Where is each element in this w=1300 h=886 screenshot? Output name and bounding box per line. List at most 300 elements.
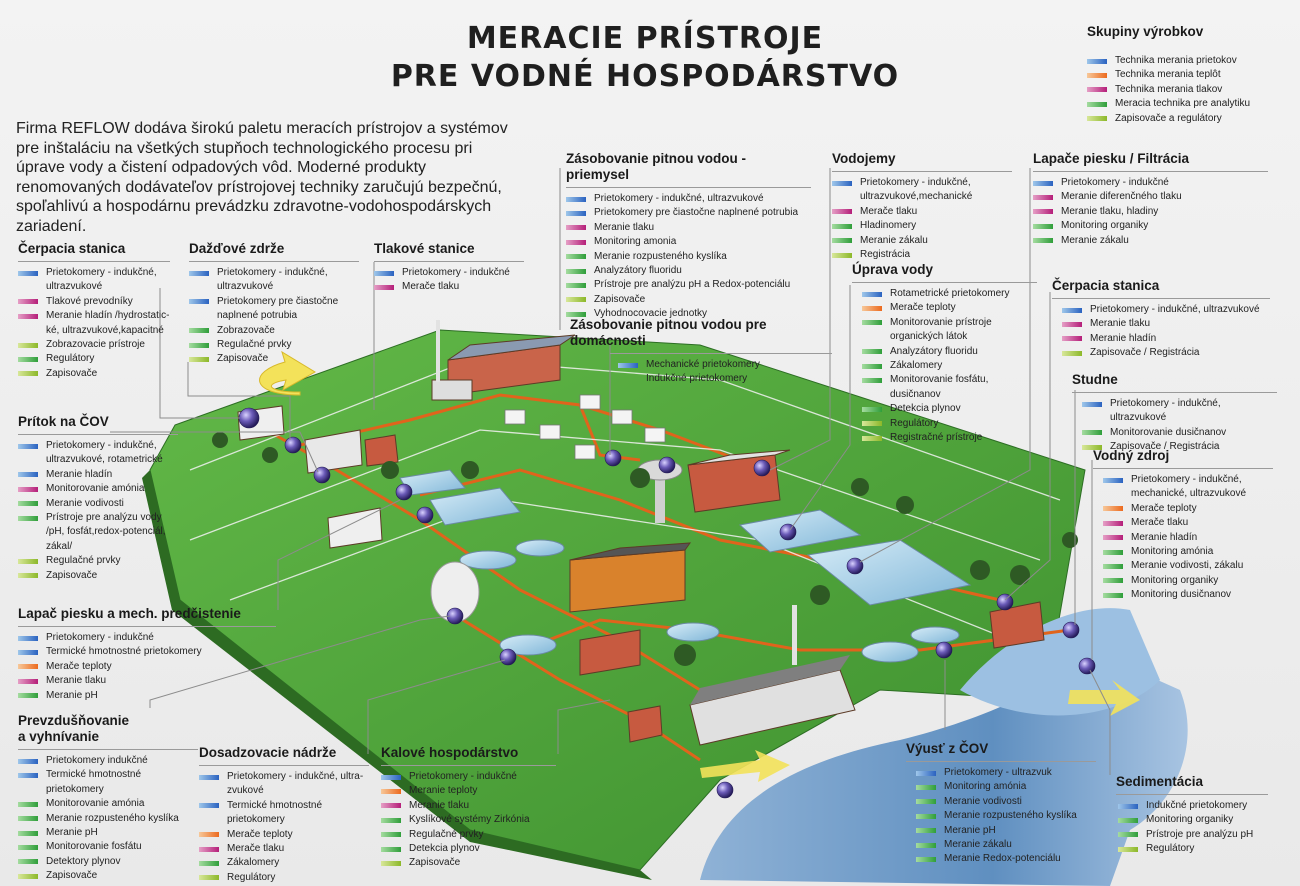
list-item xyxy=(832,190,1012,204)
category-swatch xyxy=(862,392,882,397)
category-swatch xyxy=(189,285,209,290)
category-swatch xyxy=(18,458,38,463)
divider xyxy=(1116,794,1268,795)
item-list xyxy=(18,754,198,884)
category-swatch xyxy=(189,328,209,333)
item-label: Monitorovanie amónia xyxy=(46,483,145,495)
category-swatch xyxy=(1062,322,1082,327)
category-swatch xyxy=(18,874,38,879)
category-swatch xyxy=(374,285,394,290)
list-item xyxy=(862,359,1037,373)
item-label: Technika merania tlakov xyxy=(1115,83,1223,95)
category-swatch xyxy=(18,357,38,362)
list-item xyxy=(1062,332,1270,346)
item-label: Hladinomery xyxy=(860,220,917,232)
item-label: Prietokomery - indukčné xyxy=(46,632,154,643)
category-swatch xyxy=(862,292,882,297)
list-item xyxy=(18,352,170,366)
item-list xyxy=(1087,54,1287,126)
list-item xyxy=(1033,176,1268,190)
item-label: Analyzátory fluoridu xyxy=(890,345,978,357)
list-item xyxy=(1082,426,1277,440)
category-swatch xyxy=(1087,116,1107,121)
item-label: Meranie vodivosti xyxy=(944,795,1022,807)
category-swatch xyxy=(1033,195,1053,200)
list-item xyxy=(381,842,556,856)
item-label: Prietokomery - indukčné, xyxy=(217,267,328,278)
box-studne xyxy=(1072,372,1277,455)
box-dosadzovacie-nadrze xyxy=(199,745,369,885)
measure-point xyxy=(659,457,675,473)
item-label: Termické hmotnostné prietokomery xyxy=(227,799,323,826)
category-swatch xyxy=(18,314,38,319)
list-item xyxy=(566,293,811,307)
item-label: Registrácia xyxy=(860,249,911,261)
item-list xyxy=(1062,303,1270,361)
item-label: Merače teploty xyxy=(227,828,293,840)
item-label: Prietokomery - indukčné, ultrazvukové xyxy=(594,193,764,204)
category-swatch xyxy=(381,789,401,794)
list-item xyxy=(566,264,811,278)
category-swatch xyxy=(832,181,852,186)
category-swatch xyxy=(18,472,38,477)
list-item xyxy=(18,869,198,883)
category-swatch xyxy=(18,573,38,578)
category-swatch xyxy=(1103,535,1123,540)
box-lapac-piesku-mech xyxy=(18,606,276,703)
item-label: Meranie tlaku xyxy=(46,675,107,687)
category-swatch xyxy=(189,357,209,362)
category-swatch xyxy=(916,771,936,776)
item-label: Merače teploty xyxy=(46,660,112,672)
category-swatch xyxy=(18,487,38,492)
list-item xyxy=(199,770,369,784)
category-swatch xyxy=(862,436,882,441)
item-label: Regulátory xyxy=(227,871,276,883)
category-swatch xyxy=(566,254,586,259)
item-label: Prístroje pre analýzu pH a Redox-potenciálu xyxy=(594,279,791,291)
category-swatch xyxy=(618,363,638,368)
category-swatch xyxy=(18,802,38,807)
item-list xyxy=(1118,799,1268,857)
list-item xyxy=(862,316,1037,330)
list-item xyxy=(1062,346,1270,360)
list-item xyxy=(618,372,832,386)
item-label: Prietokomery pre čiastočne xyxy=(217,295,339,307)
category-swatch xyxy=(18,444,38,449)
box-kalove-hospodarstvo xyxy=(381,745,556,871)
item-label: Prietokomery - indukčné, xyxy=(46,440,157,451)
item-label: Meranie vodivosti xyxy=(46,497,124,509)
item-label: Kyslíkové systémy Zirkónia xyxy=(409,814,530,826)
category-swatch xyxy=(381,832,401,837)
list-item xyxy=(1082,397,1277,426)
item-label: Monitoring dusičnanov xyxy=(1131,589,1232,601)
list-item xyxy=(18,338,170,352)
measure-point xyxy=(936,642,952,658)
category-swatch xyxy=(18,516,38,521)
category-swatch xyxy=(18,773,38,778)
box-uprava-vody xyxy=(852,262,1037,445)
category-swatch xyxy=(381,818,401,823)
list-item xyxy=(1118,828,1268,842)
category-swatch xyxy=(199,875,219,880)
list-item xyxy=(381,784,556,798)
divider xyxy=(852,282,1037,283)
item-label: Meranie tlaku xyxy=(594,221,655,233)
category-swatch xyxy=(18,664,38,669)
list-item xyxy=(566,221,811,235)
measure-point xyxy=(754,460,770,476)
box-title: Zásobovanie pitnou vodou pre domácnosti xyxy=(570,317,767,348)
box-zasobovanie-priemysel xyxy=(566,151,811,322)
item-label: Prietokomery pre čiastočne naplnené potrubia xyxy=(594,207,799,219)
category-swatch xyxy=(18,559,38,564)
product-groups-legend xyxy=(1087,24,1287,126)
item-label: Regulátory xyxy=(46,353,95,365)
box-cerpacia-stanica-left xyxy=(18,241,170,381)
item-label: Zapisovače / Registrácia xyxy=(1090,347,1200,359)
list-item xyxy=(862,301,1037,315)
category-swatch xyxy=(1082,402,1102,407)
category-swatch xyxy=(1087,73,1107,78)
measure-point xyxy=(417,507,433,523)
list-item xyxy=(18,309,170,323)
item-label: Meranie hladín xyxy=(46,468,113,480)
item-label: Indukčné prietokomery xyxy=(646,373,748,385)
item-label: Zobrazovače xyxy=(217,324,275,336)
item-label: ké, ultrazvukové,kapacitné xyxy=(46,324,164,336)
category-swatch xyxy=(1033,224,1053,229)
category-swatch xyxy=(862,320,882,325)
item-list xyxy=(618,358,832,387)
category-swatch xyxy=(381,775,401,780)
box-lapace-piesku-filtracia xyxy=(1033,151,1268,248)
list-item xyxy=(18,754,198,768)
list-item xyxy=(18,660,276,674)
list-item xyxy=(374,280,524,294)
divider xyxy=(610,353,832,354)
item-label: Meranie tlaku, hladiny xyxy=(1061,205,1159,217)
item-list xyxy=(832,176,1012,262)
box-title: Výusť z ČOV xyxy=(906,741,989,756)
category-swatch xyxy=(1103,521,1123,526)
box-vodny-zdroj xyxy=(1093,448,1273,603)
list-item xyxy=(862,431,1037,445)
measure-point xyxy=(997,594,1013,610)
item-label: organických látok xyxy=(890,331,968,343)
category-swatch xyxy=(1087,102,1107,107)
list-item xyxy=(189,309,359,323)
list-item xyxy=(18,768,198,797)
item-label: Prietokomery - indukčné xyxy=(1061,177,1169,188)
item-label: Meranie hladín /hydrostatic- xyxy=(46,310,170,322)
category-swatch xyxy=(1062,308,1082,313)
item-label: Meranie pH xyxy=(46,827,98,839)
item-label: ultrazvukové,mechanické xyxy=(860,191,973,203)
category-swatch xyxy=(199,847,219,852)
list-item xyxy=(18,482,178,496)
item-label: Zákalomery xyxy=(227,857,280,869)
divider xyxy=(1093,468,1273,469)
category-swatch xyxy=(1103,492,1123,497)
item-label: Meranie tlaku xyxy=(409,799,470,811)
category-swatch xyxy=(1103,564,1123,569)
category-swatch xyxy=(189,271,209,276)
category-swatch xyxy=(916,857,936,862)
item-label: zvukové xyxy=(227,785,264,797)
item-label: Detektory plynov xyxy=(46,855,121,867)
category-swatch xyxy=(832,238,852,243)
item-label: Meranie pH xyxy=(944,824,996,836)
category-swatch xyxy=(1103,478,1123,483)
list-item xyxy=(18,674,276,688)
list-item xyxy=(18,511,178,525)
box-title: Kalové hospodárstvo xyxy=(381,745,519,760)
legend-title: Skupiny výrobkov xyxy=(1087,24,1204,39)
list-item xyxy=(832,248,1012,262)
category-swatch xyxy=(916,785,936,790)
item-label: Zapisovače xyxy=(217,353,269,365)
list-item xyxy=(199,784,369,798)
list-item xyxy=(1103,502,1273,516)
list-item xyxy=(189,280,359,294)
item-label: Meranie hladín xyxy=(1131,531,1198,543)
measure-point xyxy=(1079,658,1095,674)
item-label: ultrazvukové xyxy=(217,281,274,293)
list-item xyxy=(199,799,369,828)
box-title: Dažďové zdrže xyxy=(189,241,285,256)
category-swatch xyxy=(832,209,852,214)
list-item xyxy=(189,324,359,338)
category-swatch xyxy=(566,240,586,245)
category-swatch xyxy=(916,843,936,848)
list-item xyxy=(381,799,556,813)
item-label: Prietokomery - indukčné xyxy=(402,267,510,278)
box-cerpacia-stanica-right xyxy=(1052,278,1270,361)
category-swatch xyxy=(916,828,936,833)
list-item xyxy=(18,855,198,869)
list-item xyxy=(1103,574,1273,588)
divider xyxy=(906,761,1096,762)
item-label: Technika merania teplôt xyxy=(1115,69,1221,81)
list-item xyxy=(862,287,1037,301)
list-item xyxy=(199,856,369,870)
item-label: Monitoring organiky xyxy=(1131,574,1219,586)
list-item xyxy=(1087,97,1287,111)
list-item xyxy=(1062,317,1270,331)
divider xyxy=(18,749,198,750)
item-label: ultrazvukové, rotametrické xyxy=(46,454,163,466)
item-label: Prietokomery - indukčné, ultrazvukové xyxy=(1110,398,1221,424)
item-label: Zákalomery xyxy=(890,360,943,372)
list-item xyxy=(1118,842,1268,856)
page-title xyxy=(300,20,990,96)
measure-point xyxy=(605,450,621,466)
category-swatch xyxy=(618,377,638,382)
item-label: Meranie zákalu xyxy=(944,839,1012,851)
item-label: Regulátory xyxy=(890,417,939,429)
item-label: Tlakové prevodníky xyxy=(46,295,133,307)
item-label: naplnené potrubia xyxy=(217,310,298,322)
box-sedimentacia xyxy=(1116,774,1268,857)
category-swatch xyxy=(1033,209,1053,214)
category-swatch xyxy=(374,271,394,276)
item-label: Monitoring amónia xyxy=(1131,546,1214,558)
box-title: Lapač piesku a mech. predčistenie xyxy=(18,606,241,621)
item-label: Detekcia plynov xyxy=(890,403,961,415)
box-title: Úprava vody xyxy=(852,262,934,277)
category-swatch xyxy=(566,269,586,274)
category-swatch xyxy=(18,859,38,864)
category-swatch xyxy=(1118,847,1138,852)
item-label: Merače tlaku xyxy=(1131,517,1189,529)
category-swatch xyxy=(832,224,852,229)
item-label: Prietokomery indukčné xyxy=(46,755,148,766)
item-label: Meranie rozpusteného kyslíka xyxy=(46,812,179,824)
list-item xyxy=(916,780,1096,794)
list-item xyxy=(862,388,1037,402)
category-swatch xyxy=(862,407,882,412)
divider xyxy=(832,171,1012,172)
category-swatch xyxy=(1103,550,1123,555)
item-label: Meranie rozpusteného kyslíka xyxy=(944,810,1077,822)
divider xyxy=(1052,298,1270,299)
item-list xyxy=(18,439,178,583)
item-label: Merače teploty xyxy=(890,302,956,314)
box-title: Čerpacia stanica xyxy=(1052,278,1160,293)
item-label: mechanické, ultrazvukové xyxy=(1131,488,1247,500)
item-label: Meracia technika pre analytiku xyxy=(1115,98,1251,110)
list-item xyxy=(862,402,1037,416)
list-item xyxy=(1033,190,1268,204)
measure-point xyxy=(780,524,796,540)
item-list xyxy=(381,770,556,871)
box-tlakove-stanice xyxy=(374,241,524,295)
list-item xyxy=(18,295,170,309)
box-title: Vodný zdroj xyxy=(1093,448,1170,463)
category-swatch xyxy=(1103,506,1123,511)
list-item xyxy=(1118,813,1268,827)
box-title: Prevzdušňovanie xyxy=(18,713,130,728)
list-item xyxy=(18,266,170,280)
list-item xyxy=(18,812,198,826)
list-item xyxy=(1033,234,1268,248)
category-swatch xyxy=(381,803,401,808)
category-swatch xyxy=(18,299,38,304)
category-swatch xyxy=(832,253,852,258)
box-title: Tlakové stanice xyxy=(374,241,475,256)
item-label: Prietokomery - indukčné xyxy=(409,771,517,782)
item-label: Meranie zákalu xyxy=(860,234,928,246)
list-item xyxy=(18,645,276,659)
item-label: Prietokomery - indukčné, xyxy=(1131,474,1242,485)
item-label: Merače teploty xyxy=(1131,502,1197,514)
category-swatch xyxy=(18,343,38,348)
item-label: Meranie zákalu xyxy=(1061,234,1129,246)
category-swatch xyxy=(18,693,38,698)
category-swatch xyxy=(1082,430,1102,435)
item-label: Zapisovače xyxy=(46,367,98,379)
box-title: Prítok na ČOV xyxy=(18,414,109,429)
item-list xyxy=(189,266,359,367)
list-item xyxy=(18,540,178,554)
divider xyxy=(18,626,276,627)
category-swatch xyxy=(18,679,38,684)
box-pritok-na-cov xyxy=(18,414,178,583)
box-vyust-z-cov xyxy=(906,741,1096,867)
box-title: Studne xyxy=(1072,372,1118,387)
item-label: zákal/ xyxy=(46,540,73,552)
list-item xyxy=(18,497,178,511)
item-label: Monitoring organiky xyxy=(1146,814,1234,826)
category-swatch xyxy=(18,328,38,333)
item-label: Detekcia plynov xyxy=(409,843,480,855)
category-swatch xyxy=(381,847,401,852)
item-label: Meranie Redox-potenciálu xyxy=(944,853,1061,865)
divider xyxy=(189,261,359,262)
divider xyxy=(566,187,811,188)
item-label: Monitorovanie dusičnanov xyxy=(1110,426,1227,438)
item-label: Meranie teploty xyxy=(409,785,478,797)
item-label: Meranie pH xyxy=(46,689,98,701)
item-list xyxy=(1103,473,1273,603)
item-list xyxy=(1033,176,1268,248)
measure-point xyxy=(847,558,863,574)
list-item xyxy=(199,842,369,856)
list-item xyxy=(199,828,369,842)
category-swatch xyxy=(566,297,586,302)
item-list xyxy=(1082,397,1277,455)
category-swatch xyxy=(1087,87,1107,92)
item-list xyxy=(18,631,276,703)
category-swatch xyxy=(862,335,882,340)
item-label: Prietokomery - indukčné, ultrazvukové xyxy=(1090,304,1260,315)
list-item xyxy=(916,824,1096,838)
box-title: Dosadzovacie nádrže xyxy=(199,745,337,760)
list-item xyxy=(18,453,178,467)
list-item xyxy=(916,838,1096,852)
list-item xyxy=(18,367,170,381)
item-label: Rotametrické prietokomery xyxy=(890,288,1010,299)
list-item xyxy=(199,871,369,885)
item-label: Monitorovanie fosfátu, xyxy=(890,374,989,386)
category-swatch xyxy=(862,349,882,354)
list-item xyxy=(1062,303,1270,317)
category-swatch xyxy=(189,299,209,304)
item-label: Monitorovanie amónia xyxy=(46,798,145,810)
category-swatch xyxy=(1062,336,1082,341)
category-swatch xyxy=(199,803,219,808)
item-label: Meranie tlaku xyxy=(1090,318,1151,330)
title-line-1: MERACIE PRÍSTROJE xyxy=(466,21,824,56)
item-label: Prístroje pre analýzu vody xyxy=(46,512,162,524)
item-label: Zapisovače xyxy=(46,870,98,882)
item-label: Regulačné prvky xyxy=(46,555,121,567)
list-item xyxy=(1087,68,1287,82)
category-swatch xyxy=(566,197,586,202)
item-list xyxy=(18,266,170,381)
list-item xyxy=(1103,545,1273,559)
measure-point xyxy=(285,437,301,453)
category-swatch xyxy=(1062,351,1082,356)
list-item xyxy=(18,569,178,583)
list-item xyxy=(374,266,524,280)
list-item xyxy=(189,295,359,309)
measure-point xyxy=(239,408,259,428)
box-title: Čerpacia stanica xyxy=(18,241,126,256)
box-title: Vodojemy xyxy=(832,151,896,166)
